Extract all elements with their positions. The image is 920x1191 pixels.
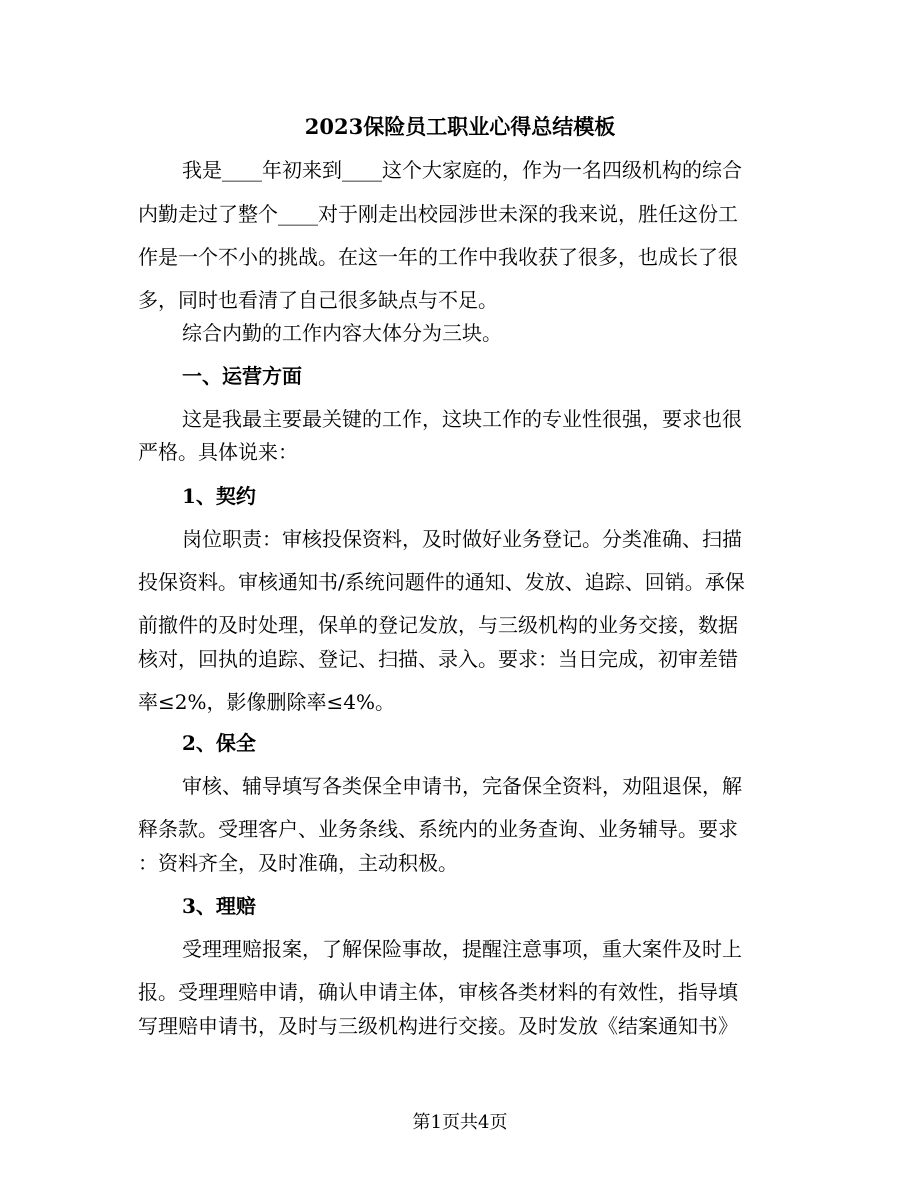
subsection-heading-preservation: 2、保全 xyxy=(182,731,256,755)
paragraph-line: 多，同时也看清了自己很多缺点与不足。 xyxy=(138,288,498,312)
paragraph-line: 写理赔申请书，及时与三级机构进行交接。及时发放《结案通知书》 xyxy=(138,1014,738,1038)
paragraph-line: 综合内勤的工作内容大体分为三块。 xyxy=(182,321,502,345)
paragraph-line: ：资料齐全，及时准确，主动积极。 xyxy=(138,851,458,875)
paragraph-line: 审核、辅导填写各类保全申请书，完备保全资料，劝阻退保，解 xyxy=(182,774,742,798)
paragraph-line: 受理理赔报案，了解保险事故，提醒注意事项，重大案件及时上 xyxy=(182,937,742,961)
paragraph-line: 释条款。受理客户、业务条线、系统内的业务查询、业务辅导。要求 xyxy=(138,817,738,841)
paragraph-line: 严格。具体说来： xyxy=(138,440,298,464)
document-title: 2023保险员工职业心得总结模板 xyxy=(304,114,616,139)
paragraph-line: 岗位职责：审核投保资料，及时做好业务登记。分类准确、扫描 xyxy=(182,527,742,551)
page-number-footer: 第1页共4页 xyxy=(412,1112,508,1133)
paragraph-line: 这是我最主要最关键的工作，这块工作的专业性很强，要求也很 xyxy=(182,407,742,431)
paragraph-line: 核对，回执的追踪、登记、扫描、录入。要求：当日完成，初审差错 xyxy=(138,647,738,671)
paragraph-line: 前撤件的及时处理，保单的登记发放，与三级机构的业务交接，数据 xyxy=(138,613,738,637)
paragraph-line: 投保资料。审核通知书/系统问题件的通知、发放、追踪、回销。承保 xyxy=(138,570,745,594)
subsection-heading-contract: 1、契约 xyxy=(182,484,256,508)
subsection-heading-claims: 3、理赔 xyxy=(182,894,256,918)
section-heading-operations: 一、运营方面 xyxy=(182,364,302,388)
paragraph-line: 作是一个不小的挑战。在这一年的工作中我收获了很多，也成长了很 xyxy=(138,245,738,269)
paragraph-line: 内勤走过了整个____对于刚走出校园涉世未深的我来说，胜任这份工 xyxy=(138,202,738,226)
paragraph-line: 报。受理理赔申请，确认申请主体，审核各类材料的有效性，指导填 xyxy=(138,980,738,1004)
paragraph-line: 我是____年初来到____这个大家庭的，作为一名四级机构的综合 xyxy=(182,158,742,182)
paragraph-line: 率≤2%，影像删除率≤4%。 xyxy=(138,690,395,714)
